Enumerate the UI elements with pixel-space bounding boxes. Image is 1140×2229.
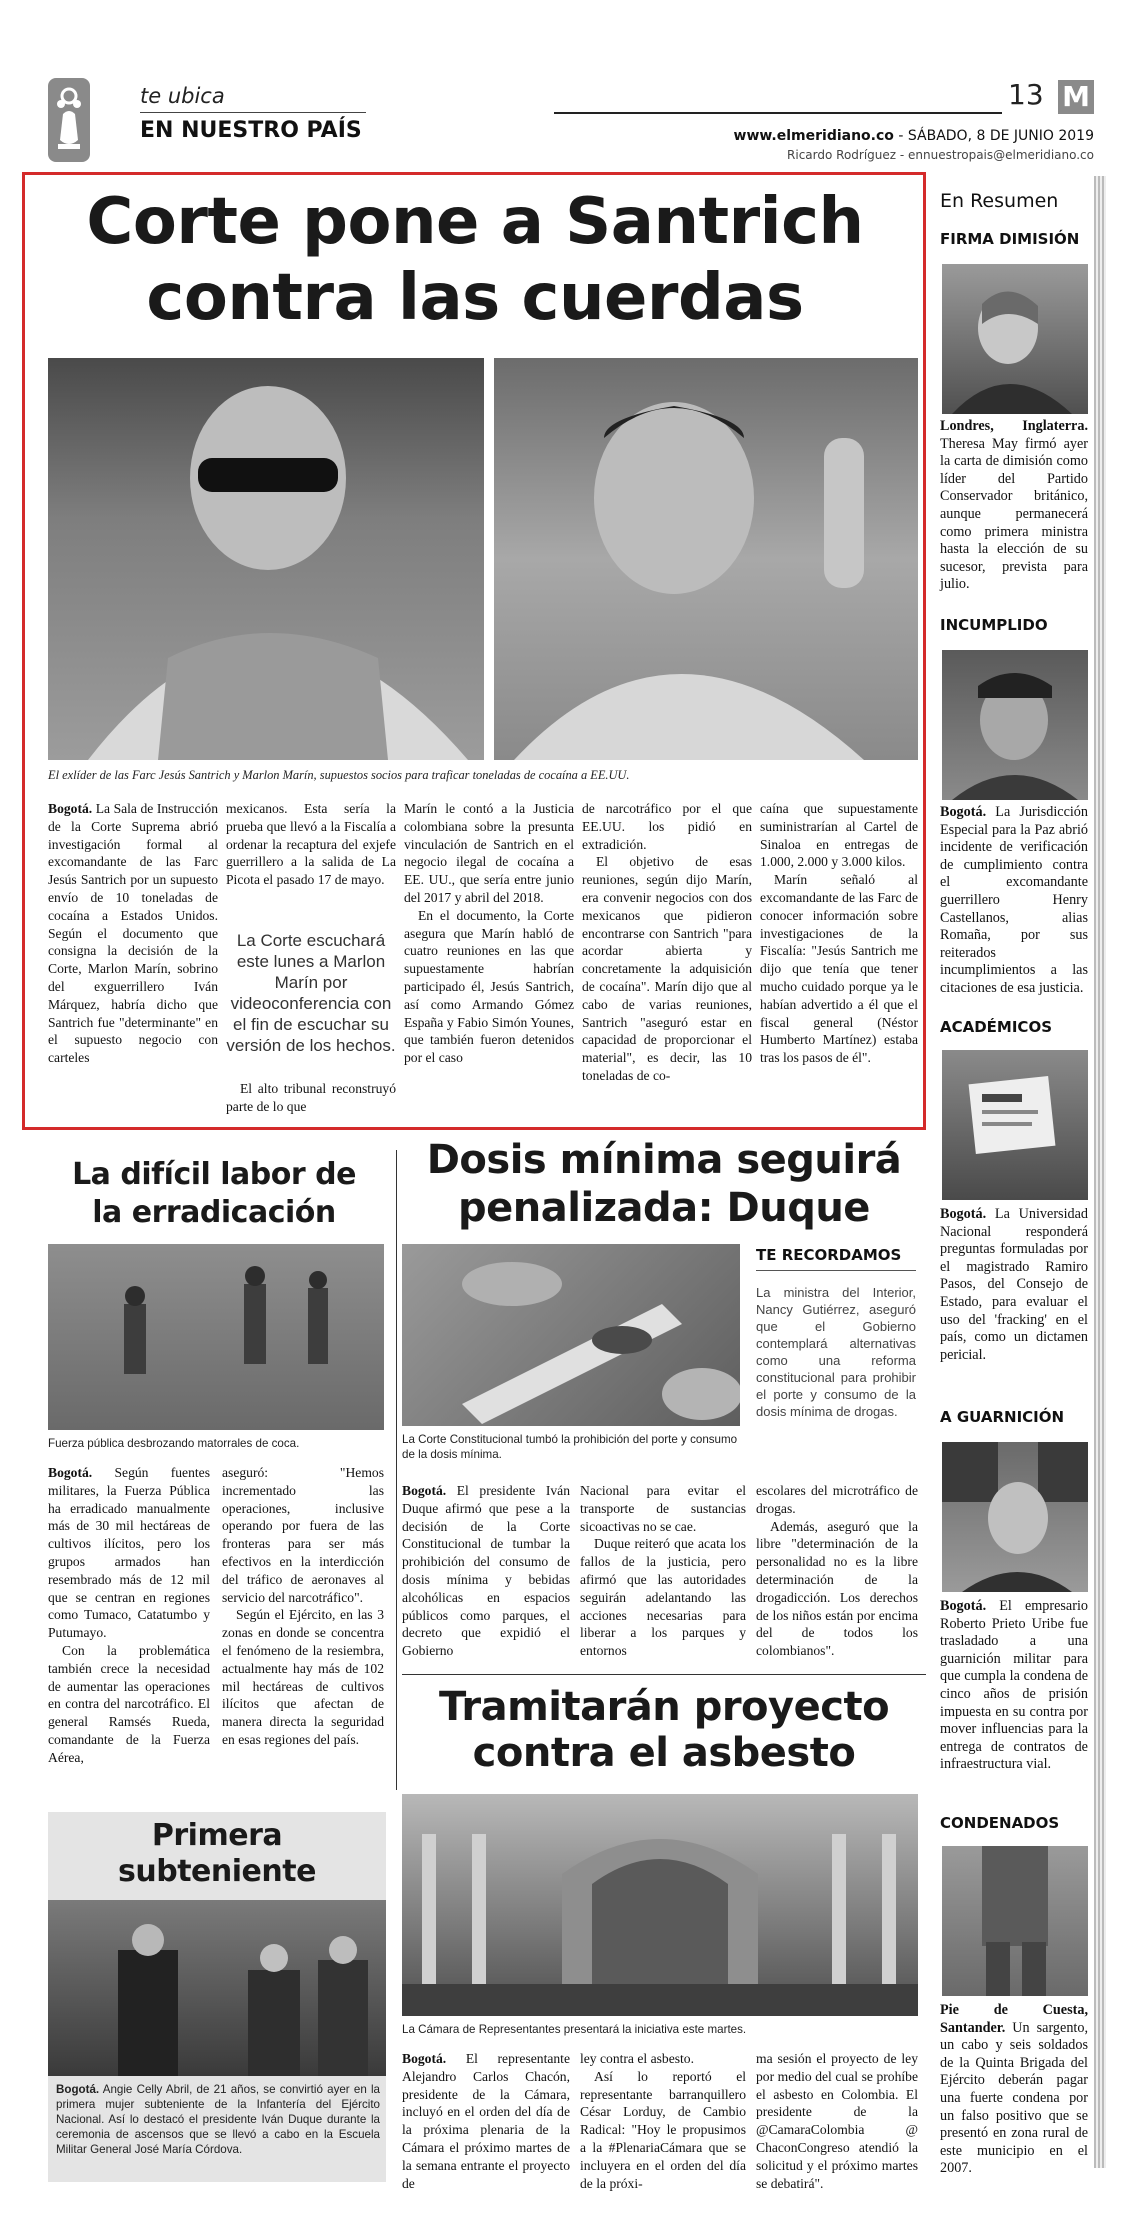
- dosis-col-3: escolares del microtráfico de drogas. Además, aseguró que la libre "determinación de la personalidad no es la libre determinación de la drogadicción. Los derechos de los niños están por encima del de todos los colombianos".: [756, 1483, 918, 1659]
- asbesto-col-1: Bogotá. El representante Alejandro Carlos Chacón, presidente de la Cámara, incluyó en el orden del día de la próxima plenaria de la Cámara el próximo martes de la semana entrante el proyecto de: [402, 2051, 570, 2191]
- sidebar-item-text: Bogotá. La Universidad Nacional responderá preguntas formuladas por el magistrado Ramiro Pasos, del Consejo de Estado, para evaluar el uso del 'fracking' en el país, como un dictamen pericial.: [940, 1206, 1088, 1363]
- dosis-col-2: Nacional para evitar el transporte de sustancias sicoactivas no se cae. Duque reiteró que acata los fallos de la justicia, pero afirmó que las autoridades seguirán adelantando las acciones necesarias para liberar a los parques y entornos: [580, 1483, 746, 1659]
- lead-col-2: mexicanos. Esta sería la prueba que llevó a la Fiscalía a ordenar la recaptura del exjefe guerrillero a la salida de La Picota el pasado 17 de mayo.: [226, 801, 396, 888]
- soldiers-photo: [942, 1846, 1088, 1996]
- sidebar-item-head: INCUMPLIDO: [940, 616, 1048, 634]
- joint-photo: [402, 1244, 740, 1426]
- ceremony-photo: [48, 1900, 386, 2076]
- erradicacion-caption: Fuerza pública desbrozando matorrales de coca.: [48, 1437, 300, 1450]
- asbesto-col-2: ley contra el asbesto. Así lo reportó el representante barranquillero César Lorduy, de Cambio Radical: "Hoy le propusimos a la #PlenariaCámara que se incluyera en el orden del día de la próxi-: [580, 2051, 746, 2191]
- dosis-headline: Dosis mínima seguirá penalizada: Duque: [426, 1137, 902, 1231]
- sidebar-pattern: [1094, 176, 1106, 2168]
- erradicacion-col-2: aseguró: "Hemos incrementado las operaciones, inclusive operando por fuera de las fronteras para ser más efectivos en la interdicción del tráfico de aeronaves al servicio del narcotráfico". Según el Ejército, en las 3 zonas en donde se concentra el fenómeno de la resiembra, actualmente hay más de 102 mil hectáreas de cultivos ilícitos que afectan de manera directa la seguridad en esas regiones del país.: [222, 1465, 384, 1747]
- te-recordamos-title: TE RECORDAMOS: [756, 1246, 902, 1264]
- lead-col-1: Bogotá. La Sala de Instrucción de la Corte Suprema abrió investigación formal al excomandante de las Farc Jesús Santrich por un supuesto envío de 10 toneladas de cocaína a Estados Unidos. Según el documento que consigna la decisión de la Corte, Marlon Marín, sobrino del exguerrillero Iván Márquez, habría dicho que Santrich fue "determinante" en el supuesto negocio con carteles: [48, 801, 218, 1066]
- subteniente-caption: Bogotá. Angie Celly Abril, de 21 años, se convirtió ayer en la primera mujer subteniente de la Infantería del Ejército Nacional. Así lo destacó el presidente Iván Duque durante la ceremonia de ascensos que se llevó a cabo en la Escuela Militar General José María Córdova.: [56, 2083, 380, 2156]
- section-logo-box: [48, 78, 90, 162]
- erradicacion-headline: La difícil labor de la erradicación: [72, 1157, 356, 1230]
- sidebar-title: En Resumen: [940, 190, 1059, 212]
- section-title: EN NUESTRO PAÍS: [140, 118, 362, 143]
- sidebar-item-text: Londres, Inglaterra. Theresa May firmó ayer la carta de dimisión como líder del Partido Conservador británico, aunque permanecerá como primera ministra hasta la elección de su sucesor, prevista para julio.: [940, 418, 1088, 593]
- lead-col-2b: El alto tribunal reconstruyó parte de lo que: [226, 1081, 396, 1114]
- te-recordamos-rule: [756, 1270, 916, 1271]
- sidebar-item-text: Pie de Cuesta, Santander. Un sargento, un cabo y seis soldados de la Quinta Brigada del Ejército deberán pagar una fuerte condena por un falso positivo que se presentó en zona rural de este municipio en el 2007.: [940, 2002, 1088, 2177]
- site-url[interactable]: www.elmeridiano.co: [733, 128, 894, 144]
- erradicacion-col-1: Bogotá. Según fuentes militares, la Fuerza Pública ha erradicado manualmente más de 30 mil hectáreas de cultivos ilícitos, pero los grupos armados han resembrado más de 12 mil que se centran en regiones como Tumaco, Catatumbo y Putumayo. Con la problemática también crece la necesidad de aumentar las operaciones en contra del narcotráfico. El general Ramsés Rueda, comandante de la Fuerza Aérea,: [48, 1465, 210, 1765]
- lead-photo-caption: El exlíder de las Farc Jesús Santrich y Marlon Marín, supuestos socios para traficar toneladas de cocaína a EE.UU.: [48, 768, 630, 782]
- section-kicker-rule: [140, 112, 366, 113]
- asbesto-headline: Tramitarán proyecto contra el asbesto: [438, 1684, 890, 1776]
- column-divider: [396, 1150, 397, 1790]
- newspaper-logo: M: [1058, 80, 1094, 114]
- byline: Ricardo Rodríguez - ennuestropais@elmeridiano.co: [787, 148, 1094, 162]
- romana-photo: [942, 650, 1088, 800]
- dosis-caption: La Corte Constitucional tumbó la prohibición del porte y consumo de la dosis mínima.: [402, 1433, 738, 1461]
- sidebar-item-head: CONDENADOS: [940, 1814, 1060, 1832]
- theresa-may-photo: [942, 264, 1088, 414]
- sidebar-item-head: FIRMA DIMISIÓN: [940, 230, 1080, 248]
- lead-col-4: de narcotráfico por el que EE.UU. los pidió en extradición. El objetivo de esas reuniones, según dijo Marín, era convenir negocios con dos mexicanos que pidieron encontrarse con Santrich "para acordar abierta y concretamente la adquisición de cocaína". Marín dijo que al cabo de varias reuniones, Santrich "aseguró estar en capacidad de proporcionar el material", es decir, las 10 toneladas de co-: [582, 801, 752, 1083]
- lead-col-5: caína que supuestamente suministrarían al Cartel de Sinaloa en entregas de 1.000, 2.000 y 3.000 kilos. Marín señaló al excomandante de las Farc de conocer información sobre investigaciones de la Fiscalía: "Jesús Santrich me dijo que tenía que tener mucho cuidado porque ya le habían advertido a él que el fiscal general (Néstor Humberto Martínez) estaba tras los pasos de él".: [760, 801, 918, 1066]
- section-kicker: te ubica: [140, 84, 225, 108]
- page-number: 13: [1008, 78, 1044, 111]
- prieto-photo: [942, 1442, 1088, 1592]
- sidebar-item-head: ACADÉMICOS: [940, 1018, 1052, 1036]
- section-rule: [402, 1674, 926, 1675]
- dosis-col-1: Bogotá. El presidente Iván Duque afirmó que pese a la decisión de la Corte Constitucional de tumbar la prohibición del consumo de dosis mínima y bebidas alcohólicas en espacios públicos como parques, el decreto que expidió el Gobierno: [402, 1483, 570, 1659]
- sidebar-item-text: Bogotá. El empresario Roberto Prieto Uribe fue trasladado a una guarnición militar para que cumpla la condena de cinco años de prisión impuesta en su contra por mover influencias para la entrega de contratos de infraestructura vial.: [940, 1598, 1088, 1773]
- lead-col-3: Marín le contó a la Justicia colombiana sobre la presunta vinculación de Santrich en el negocio ilegal de cocaína a EE. UU., que sería entre junio del 2017 y abril del 2018. En el documento, la Corte asegura que Marín habló de cuatro reuniones en las que supuestamente habrían participado él, Jesús Santrich, así como Armando Gómez España y Fabio Simón Younes, que también fueron detenidos por el caso: [404, 801, 574, 1066]
- sidebar-item-text: Bogotá. La Jurisdicción Especial para la Paz abrió incidente de verificación de cumplimiento contra el excomandante guerrillero Henry Castellanos, alias Romaña, por sus reiterados incumplimientos a las citaciones de esa justicia.: [940, 804, 1088, 996]
- congress-photo: [402, 1794, 918, 2016]
- subteniente-headline: Primera subteniente: [118, 1818, 316, 1889]
- sidebar-item-head: A GUARNICIÓN: [940, 1408, 1065, 1426]
- marin-photo: [494, 358, 918, 760]
- te-recordamos-text: La ministra del Interior, Nancy Gutiérrez, aseguró que el Gobierno contemplará alternativas como una reforma constitucional para prohibir el porte y consumo de la dosis mínima de drogas.: [756, 1285, 916, 1419]
- site-date-line: [700, 128, 1094, 144]
- pin-icon: [48, 78, 90, 162]
- santrich-photo: [48, 358, 484, 760]
- lead-headline: Corte pone a Santrich contra las cuerdas: [86, 185, 864, 335]
- asbesto-caption: La Cámara de Representantes presentará la iniciativa este martes.: [402, 2023, 747, 2036]
- coca-field-photo: [48, 1244, 384, 1430]
- protest-sign-photo: [942, 1050, 1088, 1200]
- asbesto-col-3: ma sesión el proyecto de ley por medio del cual se prohíbe el asbesto en Colombia. El presidente de la @CamaraColombia @ ChaconCongreso atendió la solicitud y el próximo martes se debatirá".: [756, 2051, 918, 2191]
- header-rule: [554, 112, 1002, 114]
- issue-date: - SÁBADO, 8 DE JUNIO 2019: [893, 128, 1094, 144]
- lead-pullquote: La Corte escuchará este lunes a Marlon Marín por videoconferencia con el fin de escuchar su versión de los hechos.: [226, 931, 396, 1055]
